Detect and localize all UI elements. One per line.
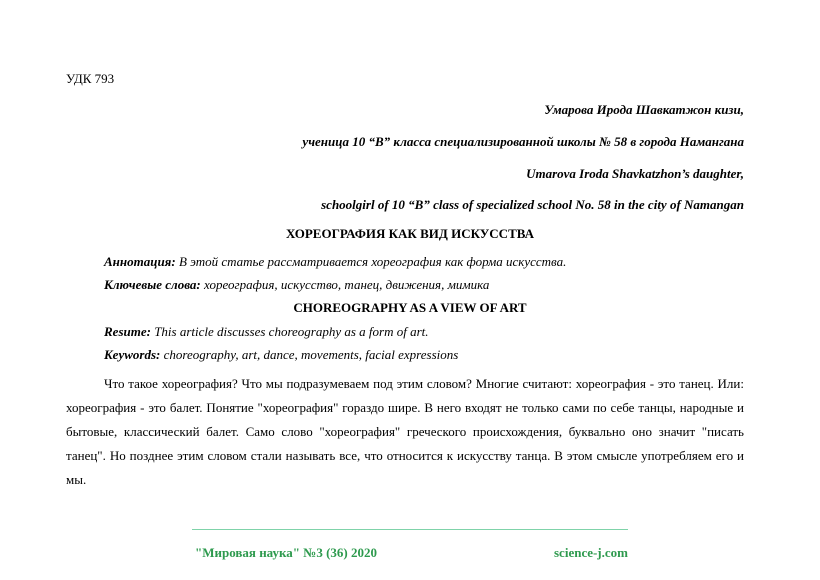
title-en: CHOREOGRAPHY AS A VIEW OF ART	[293, 300, 527, 315]
author-name-en: Umarova Iroda Shavkatzhon’s daughter,	[526, 166, 744, 181]
body-paragraph: Что такое хореография? Что мы подразумеваем под этим словом? Многие считают: хореография - это танец. Или: хореография - это балет. Понятие "хореография" гораздо шире. В него входят не только сами по себе танцы, народные и бытовые, классический балет. Само слово "хореография" греческого происхождения, буквально оно значит "писать танец". Но позднее этим словом стали называть все, что относится к искусству танца. В этом смысле употребляем его и мы.	[66, 376, 744, 487]
resume-line	[104, 324, 429, 340]
keywords-en-text: choreography, art, dance, movements, facial expressions	[160, 347, 459, 362]
keywords-ru-text: хореография, искусство, танец, движения, мимика	[200, 277, 490, 292]
annotation-text: В этой статье рассматривается хореография как форма искусства.	[175, 254, 567, 269]
author-affiliation-en: schoolgirl of 10 “B” class of specialized school No. 58 in the city of Namangan	[321, 197, 744, 212]
footer-website: science-j.com	[554, 545, 628, 560]
author-name-ru: Умарова Ирода Шавкатжон кизи,	[544, 102, 744, 117]
resume-text: This article discusses choreography as a form of art.	[150, 324, 429, 339]
title-ru: ХОРЕОГРАФИЯ КАК ВИД ИСКУССТВА	[286, 226, 534, 241]
keywords-ru-label: Ключевые слова:	[104, 277, 201, 292]
keywords-en-label: Keywords:	[104, 347, 161, 362]
udk-code: УДК 793	[66, 71, 115, 86]
resume-label: Resume:	[104, 324, 151, 339]
footer-journal: "Мировая наука" №3 (36) 2020	[195, 545, 377, 560]
author-affiliation-ru: ученица 10 “В” класса специализированной школы № 58 в города Наманганa	[302, 134, 744, 149]
footer-divider	[192, 529, 628, 530]
keywords-ru-line	[104, 277, 489, 293]
annotation-label: Аннотация:	[104, 254, 176, 269]
keywords-en-line	[104, 347, 458, 363]
annotation-line	[104, 254, 566, 270]
